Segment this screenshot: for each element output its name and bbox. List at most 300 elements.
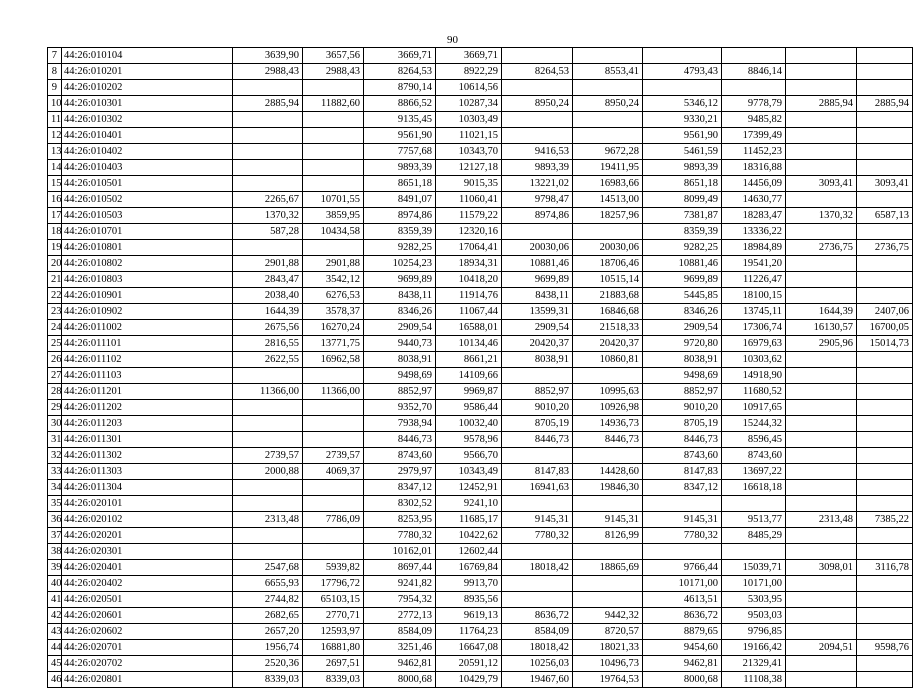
table-row — [48, 336, 913, 352]
cadastral-code-cell: 44:26:020201 — [62, 528, 233, 544]
value-cell: 9586,44 — [436, 400, 502, 416]
value-cell — [857, 544, 913, 560]
row-number-cell: 10 — [48, 96, 62, 112]
value-cell: 8446,73 — [573, 432, 643, 448]
cadastral-code-cell: 44:26:010501 — [62, 176, 233, 192]
cadastral-code-cell: 44:26:011303 — [62, 464, 233, 480]
value-cell — [857, 400, 913, 416]
value-cell: 18018,42 — [502, 640, 573, 656]
value-cell: 9498,69 — [364, 368, 436, 384]
value-cell — [857, 352, 913, 368]
value-cell: 9145,31 — [502, 512, 573, 528]
value-cell: 8147,83 — [502, 464, 573, 480]
row-number-cell: 43 — [48, 624, 62, 640]
value-cell: 8596,45 — [722, 432, 786, 448]
value-cell: 19764,53 — [573, 672, 643, 688]
value-cell: 9893,39 — [364, 160, 436, 176]
value-cell: 13697,22 — [722, 464, 786, 480]
value-cell: 7938,94 — [364, 416, 436, 432]
value-cell: 2909,54 — [643, 320, 722, 336]
table-row — [48, 608, 913, 624]
value-cell — [573, 592, 643, 608]
row-number-cell: 32 — [48, 448, 62, 464]
value-cell: 2547,68 — [233, 560, 303, 576]
row-number-cell: 42 — [48, 608, 62, 624]
value-cell: 11060,41 — [436, 192, 502, 208]
value-cell: 9241,10 — [436, 496, 502, 512]
table-row — [48, 288, 913, 304]
value-cell: 16962,58 — [303, 352, 364, 368]
value-cell — [502, 496, 573, 512]
value-cell: 10860,81 — [573, 352, 643, 368]
value-cell: 9440,73 — [364, 336, 436, 352]
value-cell: 16588,01 — [436, 320, 502, 336]
table-row — [48, 672, 913, 688]
value-cell: 9485,82 — [722, 112, 786, 128]
value-cell: 9010,20 — [502, 400, 573, 416]
row-number-cell: 25 — [48, 336, 62, 352]
value-cell: 8446,73 — [364, 432, 436, 448]
value-cell: 16769,84 — [436, 560, 502, 576]
value-cell: 10917,65 — [722, 400, 786, 416]
value-cell — [502, 224, 573, 240]
table-row — [48, 544, 913, 560]
value-cell: 8000,68 — [364, 672, 436, 688]
value-cell: 8359,39 — [364, 224, 436, 240]
value-cell: 5445,85 — [643, 288, 722, 304]
value-cell — [857, 144, 913, 160]
value-cell: 2772,13 — [364, 608, 436, 624]
table-row — [48, 320, 913, 336]
value-cell — [786, 496, 857, 512]
row-number-cell: 40 — [48, 576, 62, 592]
cadastral-code-cell: 44:26:020702 — [62, 656, 233, 672]
table-row — [48, 384, 913, 400]
value-cell — [303, 432, 364, 448]
table-row — [48, 352, 913, 368]
row-number-cell: 12 — [48, 128, 62, 144]
page-number: 90 — [447, 34, 458, 46]
table-row — [48, 416, 913, 432]
value-cell: 8661,21 — [436, 352, 502, 368]
table-row — [48, 48, 913, 64]
value-cell: 587,28 — [233, 224, 303, 240]
value-cell — [786, 672, 857, 688]
value-cell — [786, 400, 857, 416]
value-cell — [502, 592, 573, 608]
value-cell: 12320,16 — [436, 224, 502, 240]
value-cell: 16130,57 — [786, 320, 857, 336]
value-cell: 9893,39 — [643, 160, 722, 176]
cadastral-code-cell: 44:26:010401 — [62, 128, 233, 144]
value-cell — [786, 448, 857, 464]
value-cell: 2988,43 — [303, 64, 364, 80]
value-cell — [857, 496, 913, 512]
value-cell: 4793,43 — [643, 64, 722, 80]
value-cell: 20030,06 — [502, 240, 573, 256]
value-cell — [233, 144, 303, 160]
value-cell: 10881,46 — [643, 256, 722, 272]
value-cell — [857, 592, 913, 608]
value-cell: 13221,02 — [502, 176, 573, 192]
value-cell: 2657,20 — [233, 624, 303, 640]
value-cell — [233, 176, 303, 192]
value-cell — [502, 448, 573, 464]
table-row — [48, 160, 913, 176]
value-cell — [502, 544, 573, 560]
value-cell — [786, 624, 857, 640]
value-cell: 2675,56 — [233, 320, 303, 336]
value-cell — [857, 480, 913, 496]
value-cell: 2313,48 — [233, 512, 303, 528]
value-cell: 18257,96 — [573, 208, 643, 224]
value-cell — [857, 656, 913, 672]
value-cell: 9330,21 — [643, 112, 722, 128]
value-cell: 8636,72 — [502, 608, 573, 624]
value-cell: 8846,14 — [722, 64, 786, 80]
cadastral-code-cell: 44:26:010502 — [62, 192, 233, 208]
value-cell — [573, 128, 643, 144]
row-number-cell: 9 — [48, 80, 62, 96]
row-number-cell: 28 — [48, 384, 62, 400]
table-row — [48, 64, 913, 80]
value-cell: 2843,47 — [233, 272, 303, 288]
value-cell — [786, 368, 857, 384]
value-cell: 10429,79 — [436, 672, 502, 688]
value-cell: 21883,68 — [573, 288, 643, 304]
value-cell: 5346,12 — [643, 96, 722, 112]
value-cell — [857, 672, 913, 688]
value-cell: 2000,88 — [233, 464, 303, 480]
value-cell: 8743,60 — [643, 448, 722, 464]
cadastral-code-cell: 44:26:010503 — [62, 208, 233, 224]
value-cell: 14513,00 — [573, 192, 643, 208]
value-cell: 11882,60 — [303, 96, 364, 112]
value-cell: 9015,35 — [436, 176, 502, 192]
row-number-cell: 16 — [48, 192, 62, 208]
value-cell — [573, 496, 643, 512]
value-cell — [786, 80, 857, 96]
value-cell — [643, 48, 722, 64]
value-cell — [303, 176, 364, 192]
value-cell — [786, 416, 857, 432]
cadastral-code-cell: 44:26:011202 — [62, 400, 233, 416]
value-cell: 7757,68 — [364, 144, 436, 160]
value-cell: 18100,15 — [722, 288, 786, 304]
value-cell — [786, 64, 857, 80]
value-cell: 1370,32 — [233, 208, 303, 224]
value-cell: 7780,32 — [502, 528, 573, 544]
value-cell — [857, 48, 913, 64]
value-cell: 8636,72 — [643, 608, 722, 624]
value-cell: 9619,13 — [436, 608, 502, 624]
value-cell: 10162,01 — [364, 544, 436, 560]
cadastral-code-cell: 44:26:010301 — [62, 96, 233, 112]
value-cell: 8852,97 — [364, 384, 436, 400]
value-cell: 8743,60 — [364, 448, 436, 464]
value-cell: 7780,32 — [364, 528, 436, 544]
value-cell — [786, 144, 857, 160]
cadastral-code-cell: 44:26:010201 — [62, 64, 233, 80]
row-number-cell: 39 — [48, 560, 62, 576]
value-cell — [857, 256, 913, 272]
value-cell: 13599,31 — [502, 304, 573, 320]
value-cell: 11021,15 — [436, 128, 502, 144]
value-cell: 8346,26 — [643, 304, 722, 320]
value-cell: 10926,98 — [573, 400, 643, 416]
value-cell — [857, 384, 913, 400]
value-cell — [857, 448, 913, 464]
value-cell: 12452,91 — [436, 480, 502, 496]
value-cell: 11366,00 — [303, 384, 364, 400]
value-cell — [857, 464, 913, 480]
value-cell: 17399,49 — [722, 128, 786, 144]
value-cell: 10434,58 — [303, 224, 364, 240]
value-cell: 4069,37 — [303, 464, 364, 480]
row-number-cell: 19 — [48, 240, 62, 256]
value-cell: 21329,41 — [722, 656, 786, 672]
value-cell — [573, 544, 643, 560]
table-row — [48, 432, 913, 448]
row-number-cell: 14 — [48, 160, 62, 176]
value-cell: 5461,59 — [643, 144, 722, 160]
value-cell: 8651,18 — [643, 176, 722, 192]
value-cell — [233, 128, 303, 144]
value-cell — [303, 240, 364, 256]
value-cell: 10701,55 — [303, 192, 364, 208]
value-cell: 18283,47 — [722, 208, 786, 224]
value-cell — [233, 416, 303, 432]
value-cell: 10614,56 — [436, 80, 502, 96]
value-cell: 3639,90 — [233, 48, 303, 64]
value-cell — [573, 80, 643, 96]
value-cell: 1644,39 — [786, 304, 857, 320]
value-cell: 8359,39 — [643, 224, 722, 240]
value-cell: 9566,70 — [436, 448, 502, 464]
value-cell: 9513,77 — [722, 512, 786, 528]
value-cell: 18865,69 — [573, 560, 643, 576]
cadastral-code-cell: 44:26:020102 — [62, 512, 233, 528]
value-cell: 14936,73 — [573, 416, 643, 432]
value-cell: 6276,53 — [303, 288, 364, 304]
value-cell: 18706,46 — [573, 256, 643, 272]
cadastral-code-cell: 44:26:020301 — [62, 544, 233, 560]
value-cell — [786, 544, 857, 560]
value-cell: 11764,23 — [436, 624, 502, 640]
cadastral-code-cell: 44:26:020402 — [62, 576, 233, 592]
value-cell: 14918,90 — [722, 368, 786, 384]
value-cell — [786, 384, 857, 400]
cadastral-code-cell: 44:26:011304 — [62, 480, 233, 496]
value-cell: 2697,51 — [303, 656, 364, 672]
value-cell: 8438,11 — [502, 288, 573, 304]
table-row — [48, 256, 913, 272]
value-cell — [786, 160, 857, 176]
row-number-cell: 8 — [48, 64, 62, 80]
row-number-cell: 31 — [48, 432, 62, 448]
table-row — [48, 592, 913, 608]
value-cell: 3251,46 — [364, 640, 436, 656]
row-number-cell: 26 — [48, 352, 62, 368]
value-cell — [573, 224, 643, 240]
value-cell: 65103,15 — [303, 592, 364, 608]
value-cell: 9561,90 — [643, 128, 722, 144]
value-cell: 11226,47 — [722, 272, 786, 288]
value-cell — [857, 608, 913, 624]
cadastral-code-cell: 44:26:010801 — [62, 240, 233, 256]
value-cell: 3542,12 — [303, 272, 364, 288]
value-cell — [786, 656, 857, 672]
value-cell: 10032,40 — [436, 416, 502, 432]
value-cell: 9503,03 — [722, 608, 786, 624]
value-cell: 9135,45 — [364, 112, 436, 128]
value-cell: 19846,30 — [573, 480, 643, 496]
cadastral-code-cell: 44:26:010902 — [62, 304, 233, 320]
value-cell — [786, 480, 857, 496]
value-cell: 9416,53 — [502, 144, 573, 160]
value-cell: 7385,22 — [857, 512, 913, 528]
value-cell — [722, 48, 786, 64]
value-cell — [857, 624, 913, 640]
table-row — [48, 224, 913, 240]
value-cell: 11579,22 — [436, 208, 502, 224]
value-cell: 10171,00 — [643, 576, 722, 592]
value-cell: 9561,90 — [364, 128, 436, 144]
value-cell — [233, 496, 303, 512]
value-cell: 6587,13 — [857, 208, 913, 224]
value-cell: 15244,32 — [722, 416, 786, 432]
row-number-cell: 35 — [48, 496, 62, 512]
value-cell: 16618,18 — [722, 480, 786, 496]
row-number-cell: 15 — [48, 176, 62, 192]
value-cell: 10995,63 — [573, 384, 643, 400]
value-cell — [233, 160, 303, 176]
value-cell: 16647,08 — [436, 640, 502, 656]
value-cell — [303, 144, 364, 160]
row-number-cell: 7 — [48, 48, 62, 64]
value-cell: 8038,91 — [502, 352, 573, 368]
table-row — [48, 112, 913, 128]
value-cell: 10881,46 — [502, 256, 573, 272]
value-cell: 9699,89 — [643, 272, 722, 288]
row-number-cell: 20 — [48, 256, 62, 272]
value-cell: 2979,97 — [364, 464, 436, 480]
value-cell: 2313,48 — [786, 512, 857, 528]
value-cell: 10256,03 — [502, 656, 573, 672]
value-cell — [786, 224, 857, 240]
value-cell: 9462,81 — [364, 656, 436, 672]
table-row — [48, 240, 913, 256]
value-cell — [857, 368, 913, 384]
value-cell: 15014,73 — [857, 336, 913, 352]
value-cell: 8485,29 — [722, 528, 786, 544]
row-number-cell: 21 — [48, 272, 62, 288]
value-cell — [502, 80, 573, 96]
value-cell: 6655,93 — [233, 576, 303, 592]
value-cell: 10422,62 — [436, 528, 502, 544]
value-cell — [303, 416, 364, 432]
value-cell: 8147,83 — [643, 464, 722, 480]
value-cell: 9796,85 — [722, 624, 786, 640]
cadastral-code-cell: 44:26:010402 — [62, 144, 233, 160]
value-cell — [857, 128, 913, 144]
value-cell: 8264,53 — [502, 64, 573, 80]
value-cell — [786, 352, 857, 368]
value-cell: 18021,33 — [573, 640, 643, 656]
row-number-cell: 30 — [48, 416, 62, 432]
value-cell — [857, 528, 913, 544]
value-cell: 12593,97 — [303, 624, 364, 640]
value-cell: 9969,87 — [436, 384, 502, 400]
value-cell: 7780,32 — [643, 528, 722, 544]
table-row — [48, 464, 913, 480]
value-cell: 10303,49 — [436, 112, 502, 128]
row-number-cell: 34 — [48, 480, 62, 496]
value-cell: 8491,07 — [364, 192, 436, 208]
cadastral-code-cell: 44:26:020601 — [62, 608, 233, 624]
value-cell — [857, 80, 913, 96]
value-cell — [857, 416, 913, 432]
value-cell: 8446,73 — [643, 432, 722, 448]
value-cell: 2038,40 — [233, 288, 303, 304]
value-cell: 8339,03 — [233, 672, 303, 688]
value-cell: 16700,05 — [857, 320, 913, 336]
value-cell: 1956,74 — [233, 640, 303, 656]
value-cell — [233, 432, 303, 448]
value-cell: 9798,47 — [502, 192, 573, 208]
value-cell: 15039,71 — [722, 560, 786, 576]
value-cell — [722, 80, 786, 96]
cadastral-code-cell: 44:26:011101 — [62, 336, 233, 352]
value-cell — [502, 368, 573, 384]
row-number-cell: 11 — [48, 112, 62, 128]
value-cell: 11366,00 — [233, 384, 303, 400]
value-cell — [786, 464, 857, 480]
value-cell: 9766,44 — [643, 560, 722, 576]
cadastral-code-cell: 44:26:010302 — [62, 112, 233, 128]
value-cell: 3093,41 — [786, 176, 857, 192]
value-cell — [233, 400, 303, 416]
value-cell: 9672,28 — [573, 144, 643, 160]
row-number-cell: 23 — [48, 304, 62, 320]
value-cell: 8126,99 — [573, 528, 643, 544]
value-cell: 1370,32 — [786, 208, 857, 224]
value-cell — [233, 368, 303, 384]
value-cell: 2739,57 — [303, 448, 364, 464]
value-cell: 8852,97 — [643, 384, 722, 400]
value-cell: 7786,09 — [303, 512, 364, 528]
value-cell — [303, 112, 364, 128]
value-cell: 16846,68 — [573, 304, 643, 320]
value-cell: 2909,54 — [502, 320, 573, 336]
value-cell: 9145,31 — [643, 512, 722, 528]
table-row — [48, 640, 913, 656]
row-number-cell: 33 — [48, 464, 62, 480]
cadastral-code-cell: 44:26:011103 — [62, 368, 233, 384]
value-cell: 9282,25 — [643, 240, 722, 256]
value-cell: 9720,80 — [643, 336, 722, 352]
value-cell: 8922,29 — [436, 64, 502, 80]
cadastral-code-cell: 44:26:011203 — [62, 416, 233, 432]
table-row — [48, 304, 913, 320]
value-cell: 13336,22 — [722, 224, 786, 240]
value-cell: 8974,86 — [364, 208, 436, 224]
value-cell: 9498,69 — [643, 368, 722, 384]
value-cell: 19541,20 — [722, 256, 786, 272]
cadastral-code-cell: 44:26:010901 — [62, 288, 233, 304]
value-cell: 9578,96 — [436, 432, 502, 448]
value-cell: 14109,66 — [436, 368, 502, 384]
